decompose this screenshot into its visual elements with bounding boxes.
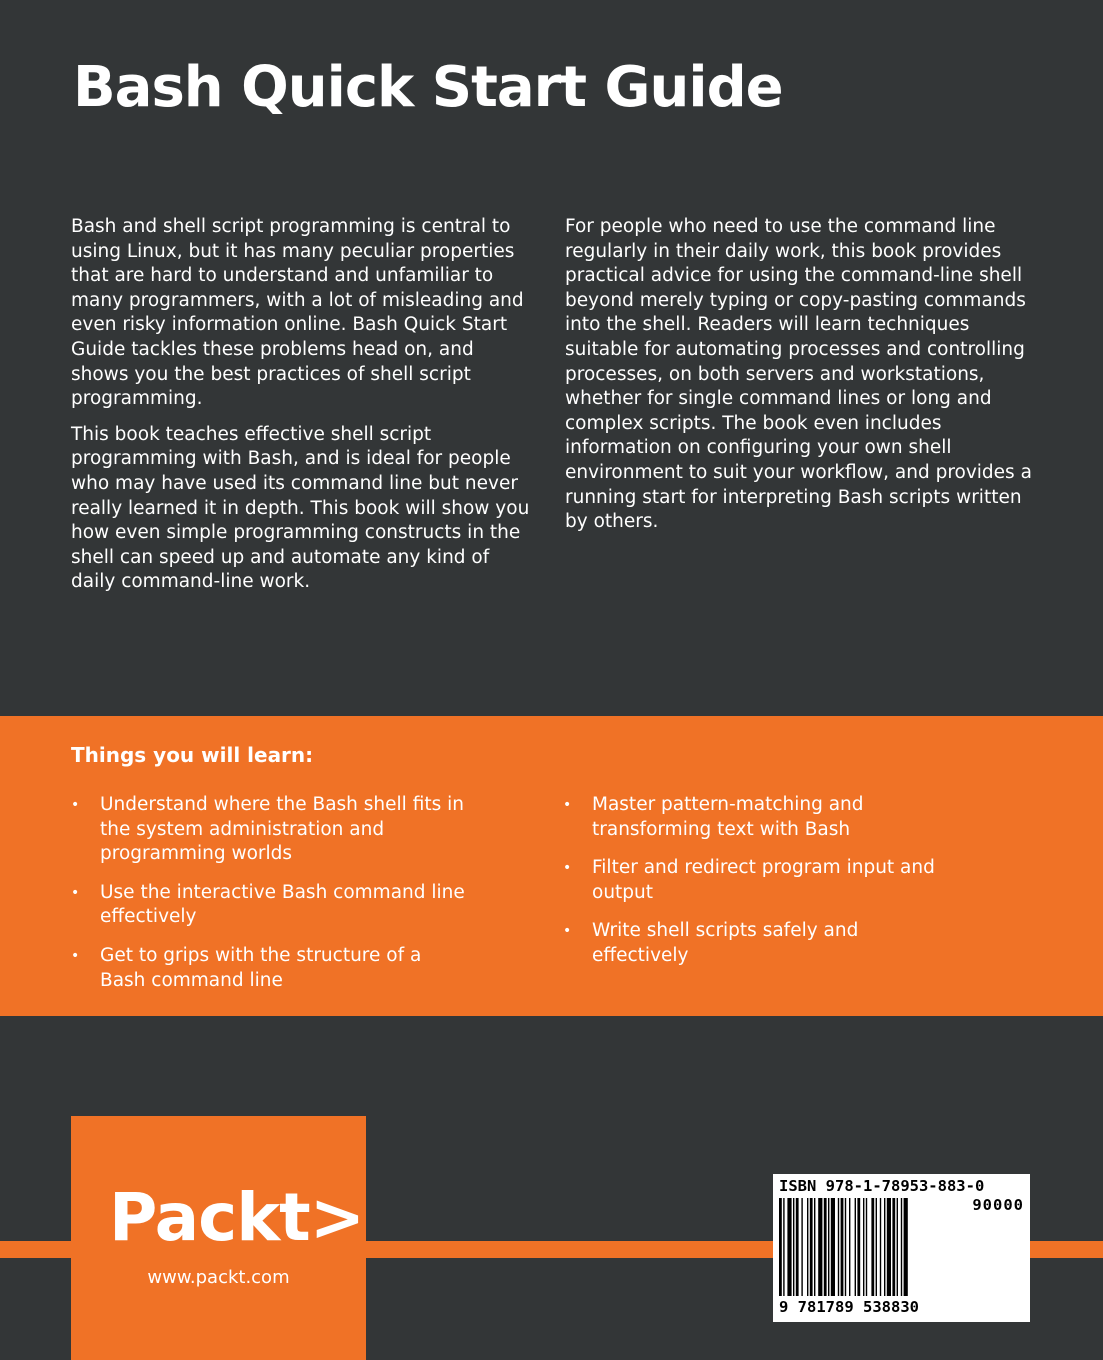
barcode-bar [838, 1198, 839, 1296]
barcode-bar [871, 1198, 874, 1296]
description-paragraph: For people who need to use the command line regularly in their daily work, this book provides practical advice for using the command-line shell beyond merely typing or copy-pasting commands into the shell. Readers will learn techniques suitable for automating processes and controlling processes, on both servers and workstations, whether for single command lines or long and complex scripts. The book even includes information on configuring your own shell environment to suit your workflow, and provides a running start for interpreting Bash scripts written by others. [565, 216, 1032, 533]
description-right-column [565, 215, 1035, 546]
barcode-bar [783, 1198, 784, 1296]
barcode-bar [810, 1198, 813, 1296]
barcode-bar [818, 1198, 822, 1296]
barcode-bar [779, 1198, 782, 1296]
learn-item-text: Write shell scripts safely and effectively [592, 920, 859, 966]
learn-item [71, 881, 471, 930]
barcode-bar [841, 1198, 844, 1296]
learn-item-text: Use the interactive Bash command line effectively [100, 881, 465, 928]
barcode-bar [880, 1198, 881, 1296]
bullet-icon: • [563, 860, 572, 877]
bullet-icon: • [71, 884, 80, 901]
book-title: Bash Quick Start Guide [73, 55, 783, 120]
publisher-logo-box [71, 1116, 366, 1360]
barcode-bar [849, 1198, 850, 1296]
barcode-bar [884, 1198, 885, 1296]
barcode-bar [857, 1198, 860, 1296]
learn-list-left [71, 793, 471, 1007]
learn-band [0, 716, 1103, 1016]
barcode-bar [787, 1198, 791, 1296]
learn-item-text: Get to grips with the structure of a Bash command line [100, 944, 422, 991]
publisher-url: www.packt.com [147, 1267, 290, 1288]
learn-item-text: Master pattern-matching and transforming text with Bash [592, 794, 864, 840]
price-code: 90000 [972, 1196, 1024, 1214]
learn-item [563, 793, 943, 842]
barcode-bar [887, 1198, 891, 1296]
barcode-bar [831, 1198, 835, 1296]
isbn-label: ISBN 978-1-78953-883-0 [779, 1177, 985, 1195]
barcode-bar [897, 1198, 898, 1296]
learn-item [71, 793, 471, 867]
barcode-bar [801, 1198, 802, 1296]
isbn-barcode [773, 1174, 1030, 1322]
barcode-bar [866, 1198, 867, 1296]
learn-item-text: Understand where the Bash shell fits in the system administration and programming worlds [100, 794, 464, 865]
barcode-bars-icon [777, 1198, 957, 1298]
description-paragraph: This book teaches effective shell script programming with Bash, and is ideal for people who may have used its command line but never really learned it in depth. This book will show you how even simple programming constructs in the shell can speed up and automate any kind of daily command-line work. [71, 423, 530, 593]
barcode-bar [904, 1198, 908, 1296]
learn-item [563, 919, 943, 968]
learn-list-right [563, 793, 943, 983]
bullet-icon: • [563, 797, 572, 813]
barcode-bar [824, 1198, 827, 1296]
learn-item [71, 944, 471, 993]
description-paragraph: Bash and shell script programming is central to using Linux, but it has many peculiar properties that are hard to understand and unfamiliar to many programmers, with a lot of misleading and even risky information online. Bash Quick Start Guide tackles these problems head on, and shows you the best practices of shell script programming. [71, 216, 524, 410]
barcode-digits: 9 781789 538830 [779, 1298, 919, 1316]
bullet-icon: • [71, 797, 80, 813]
packt-logo: Packt> [109, 1179, 365, 1256]
barcode-bar [892, 1198, 895, 1296]
bullet-icon: • [563, 923, 572, 940]
barcode-bar [863, 1198, 864, 1296]
barcode-bar [828, 1198, 829, 1296]
learn-item-text: Filter and redirect program input and output [592, 857, 935, 903]
barcode-bar [796, 1198, 799, 1296]
barcode-bar [814, 1198, 815, 1296]
learn-heading: Things you will learn: [71, 743, 314, 767]
barcode-bar [855, 1198, 856, 1296]
barcode-bar [901, 1198, 902, 1296]
description-left-column [71, 215, 531, 606]
bullet-icon: • [71, 947, 80, 964]
barcode-bar [807, 1198, 808, 1296]
barcode-bar [793, 1198, 794, 1296]
barcode-bar [845, 1198, 846, 1296]
barcode-bar [876, 1198, 877, 1296]
learn-item [563, 856, 943, 905]
